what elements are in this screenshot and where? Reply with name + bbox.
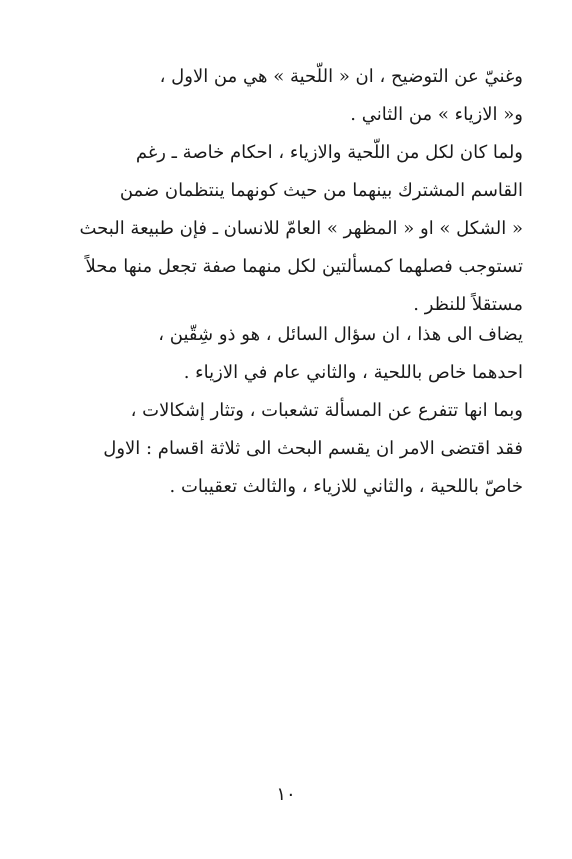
paragraph-2 [68,134,523,324]
paragraph-1-line-2: و« الازياء » من الثاني . [350,104,523,125]
paragraph-1 [68,58,523,134]
paragraph-2-line-5: مستقلاً للنظر . [413,294,523,315]
paragraph-2-line-3: « الشكل » او « المظهر » العامّ للانسان ـ فإن طبيعة البحث [79,218,523,239]
paragraph-2-line-4: تستوجب فصلهما كمسألتين لكل منهما صفة تجعل منها محلاً [85,256,523,277]
paragraph-3-line-1: يضاف الى هذا ، ان سؤال السائل ، هو ذو شِقّين ، [158,324,523,345]
paragraph-4 [68,392,523,506]
paragraph-4-line-2: فقد اقتضى الامر ان يقسم البحث الى ثلاثة اقسام : الاول [103,438,523,459]
paragraph-2-line-1: ولما كان لكل من اللّحية والازياء ، احكام خاصة ـ رغم [135,142,523,163]
paragraph-4-line-3: خاصّ باللحية ، والثاني للازياء ، والثالث تعقيبات . [169,476,523,497]
paragraph-3 [68,316,523,392]
page-number: ١٠ [276,784,296,805]
paragraph-4-line-1: وبما انها تتفرع عن المسألة تشعبات ، وتثار إشكالات ، [130,400,523,421]
paragraph-2-line-2: القاسم المشترك بينهما من حيث كونهما ينتظمان ضمن [119,180,523,201]
paragraph-3-line-2: احدهما خاص باللحية ، والثاني عام في الازياء . [183,362,523,383]
paragraph-1-line-1: وغنيّ عن التوضيح ، ان « اللّحية » هي من الاول ، [159,66,523,87]
